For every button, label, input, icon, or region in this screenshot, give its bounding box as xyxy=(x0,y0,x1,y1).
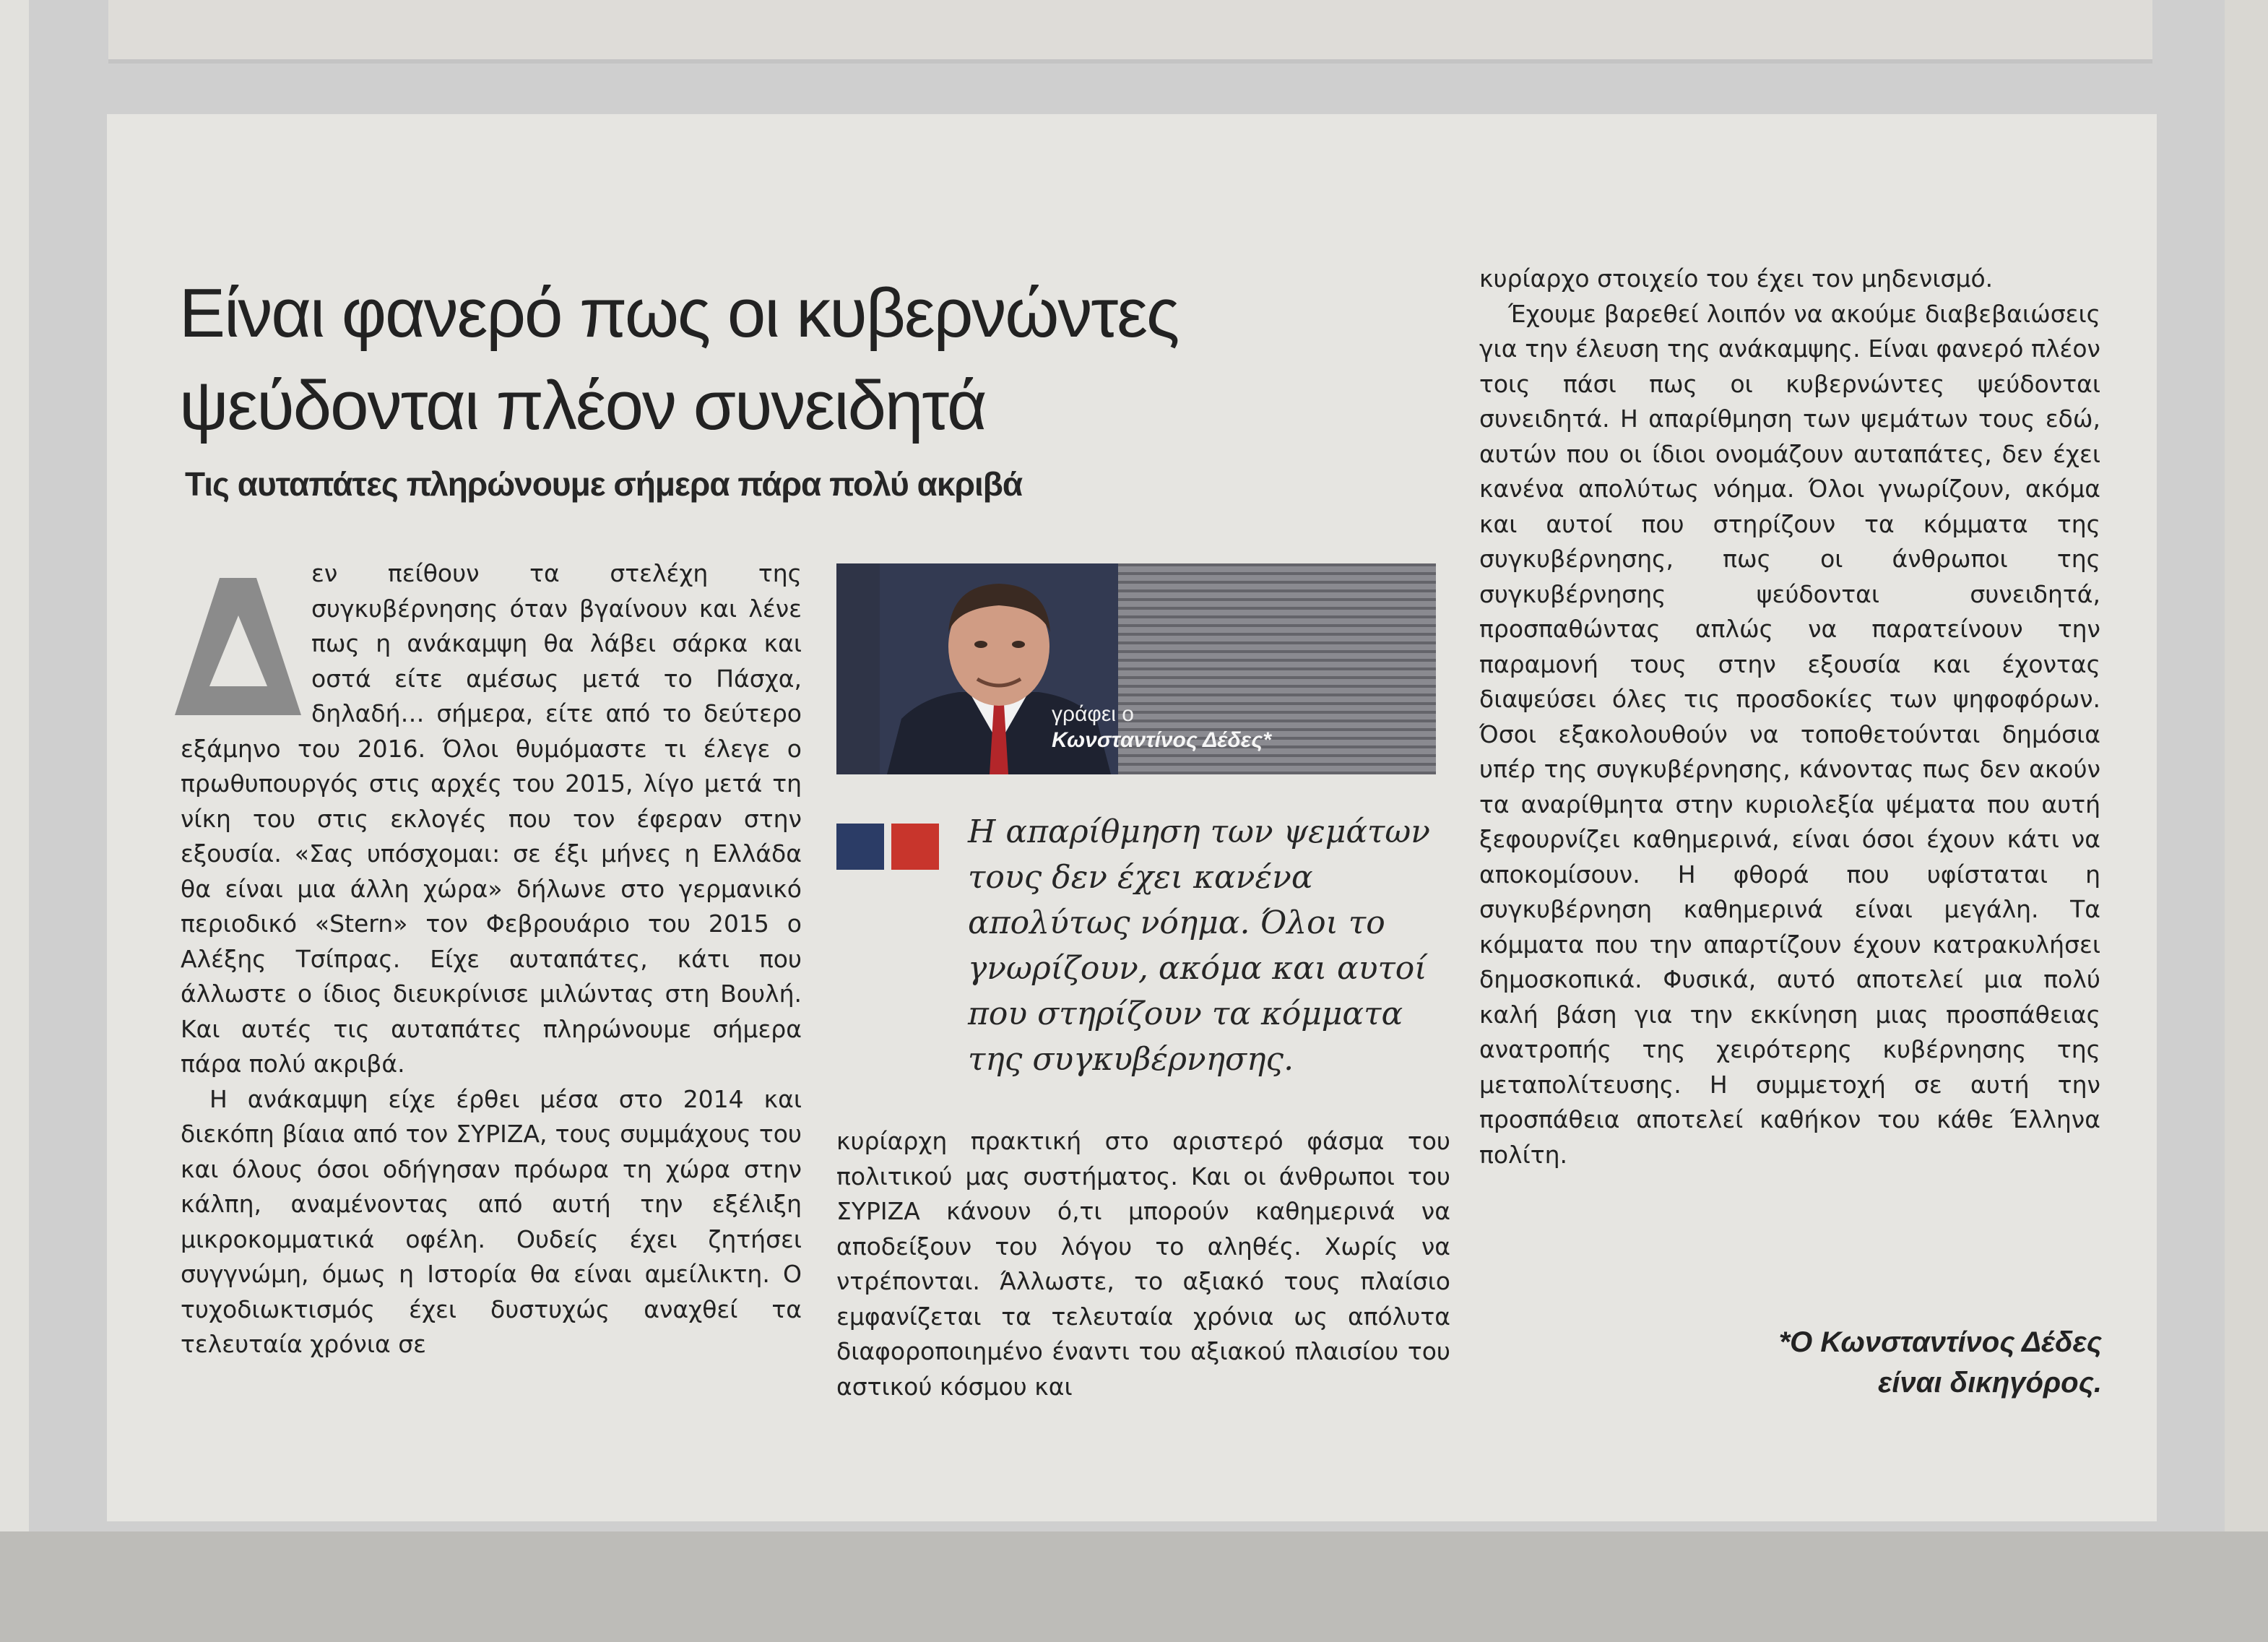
drop-cap-glyph-icon xyxy=(175,578,301,715)
paragraph-3: κυρίαρχη πρακτική στο αριστερό φάσμα του πολιτικού μας συστήματος. Και οι άνθρωποι του ΣΥΡΙΖΑ κάνουν ό,τι μπορούν καθημερινά να αποδείξουν του λόγου το αληθές. Χωρίς να ντρέπονται. Άλλωστε, το αξιακό τους πλαίσιο εμφανίζεται τα τελευταία χρόνια ως απόλυτα διαφοροποιημένο έναντι του αξιακού πλαισίου του αστικού κόσμου και xyxy=(836,1127,1450,1401)
paper-edge-right xyxy=(2225,0,2268,1642)
author-footnote xyxy=(1661,1322,2102,1403)
footnote-line-1: *Ο Κωνσταντίνος Δέδες xyxy=(1778,1326,2102,1358)
column-2 xyxy=(836,1124,1450,1404)
bottom-shadow xyxy=(0,1531,2268,1642)
footnote-line-2: είναι δικηγόρος. xyxy=(1878,1367,2102,1399)
article-headline: Είναι φανερό πως οι κυβερνώντες ψεύδονται πλέον συνειδητά xyxy=(179,275,1179,444)
column-3 xyxy=(1479,262,2100,1172)
paper-edge-left xyxy=(0,0,29,1642)
byline-lead: γράφει ο xyxy=(1052,702,1134,726)
byline-name: Κωνσταντίνος Δέδες* xyxy=(1052,728,1271,752)
paragraph-4: κυρίαρχο στοιχείο του έχει τον μηδενισμό. xyxy=(1479,264,1994,293)
paragraph-5: Έχουμε βαρεθεί λοιπόν να ακούμε διαβεβαιώσεις για την έλευση της ανάκαμψης. Είναι φανερό πλέον τοις πάσι πως οι κυβερνώντες ψεύδονται συνειδητά. Η απαρίθμηση των ψεμάτων τους εδώ, αυτών που οι ίδιοι ονομάζουν αυταπάτες, δεν έχει κανένα απολύτως νόημα. Όλοι γνωρίζουν, ακόμα και αυτοί που στηρίζουν τα κόμματα της συγκυβέρνησης, πως οι άνθρωποι της συγκυβέρνησης ψεύδονται συνειδητά, προσπαθώντας απλώς να παρατείνουν την παραμονή τους στην εξουσία και έχοντας διαψεύσει όλες τις προσδοκίες των ψηφοφόρων. Όσοι εξακολουθούν να τοποθετούνται δημόσια υπέρ της συγκυβέρνησης, κάνοντας πως δεν ακούν τα αναρίθμητα στην κυριολεξία ψέματα που αυτή ξεφουρνίζει καθημερινά, είναι όσοι έχουν κάτι να αποκομίσουν. Η φθορά που υφίσταται η συγκυβέρνηση καθημερινά είναι μεγάλη. Τα κόμματα που την απαρτίζουν έχουν κατρακυλήσει δημοσκοπικά. Φυσικά, αυτό αποτελεί μια πολύ καλή βάση για την εκκίνηση μιας προσπάθειας ανατροπής της χειρότερης κυβέρνησης της μεταπολίτευσης. Η συμμετοχή σε αυτή την προσπάθεια αποτελεί καθήκον του κάθε Έλληνα πολίτη. xyxy=(1479,299,2100,1169)
pullquote-marker-red xyxy=(891,824,939,870)
paragraph-1: εν πείθουν τα στελέχη της συγκυβέρνησης όταν βγαίνουν και λένε πως η ανάκαμψη θα λάβει σάρκα και οστά είτε αμέσως μετά το Πάσχα, δηλαδή… σήμερα, είτε από το δεύτερο εξάμηνο του 2016. Όλοι θυμόμαστε τι έλεγε ο πρωθυπουργός στις αρχές του 2015, λίγο μετά τη νίκη του στις εκλογές που τον έφεραν στην εξουσία. «Σας υπόσχομαι: σε έξι μήνες η Ελλάδα θα είναι μια άλλη χώρα» δήλωνε στο γερμανικό περιοδικό «Stern» τον Φεβρουάριο του 2015 ο Αλέξης Τσίπρας. Είχε αυταπάτες, κάτι που άλλωστε ο ίδιος διευκρίνισε μιλώντας στη Βουλή. Και αυτές τις αυταπάτες πληρώνουμε σήμερα πάρα πολύ ακριβά. xyxy=(181,559,802,1078)
pullquote-marker-blue xyxy=(836,824,884,870)
column-1 xyxy=(181,556,802,1362)
article-subheadline: Τις αυταπάτες πληρώνουμε σήμερα πάρα πολύ ακριβά xyxy=(185,465,1023,503)
previous-article-strip xyxy=(108,0,2152,59)
author-photo xyxy=(836,563,1436,774)
drop-cap xyxy=(175,578,301,715)
pullquote: Η απαρίθμηση των ψεμάτων τους δεν έχει κανένα απολύτως νόημα. Όλοι το γνωρίζουν, ακόμα και αυτοί που στηρίζουν τα κόμματα της συγκυβέρνησης. xyxy=(968,813,1430,1078)
paragraph-2: Η ανάκαμψη είχε έρθει μέσα στο 2014 και διεκόπη βίαια από τον ΣΥΡΙΖΑ, τους συμμάχους του και όλους όσοι οδήγησαν πρόωρα τη χώρα στην κάλπη, αναμένοντας από αυτή την εξέλιξη μικροκομματικά οφέλη. Ουδείς έχει ζητήσει συγγνώμη, όμως η Ιστορία θα είναι αμείλικτη. Ο τυχοδιωκτισμός έχει δυστυχώς αναχθεί τα τελευταία χρόνια σε xyxy=(181,1084,802,1358)
strip-divider xyxy=(108,59,2152,64)
